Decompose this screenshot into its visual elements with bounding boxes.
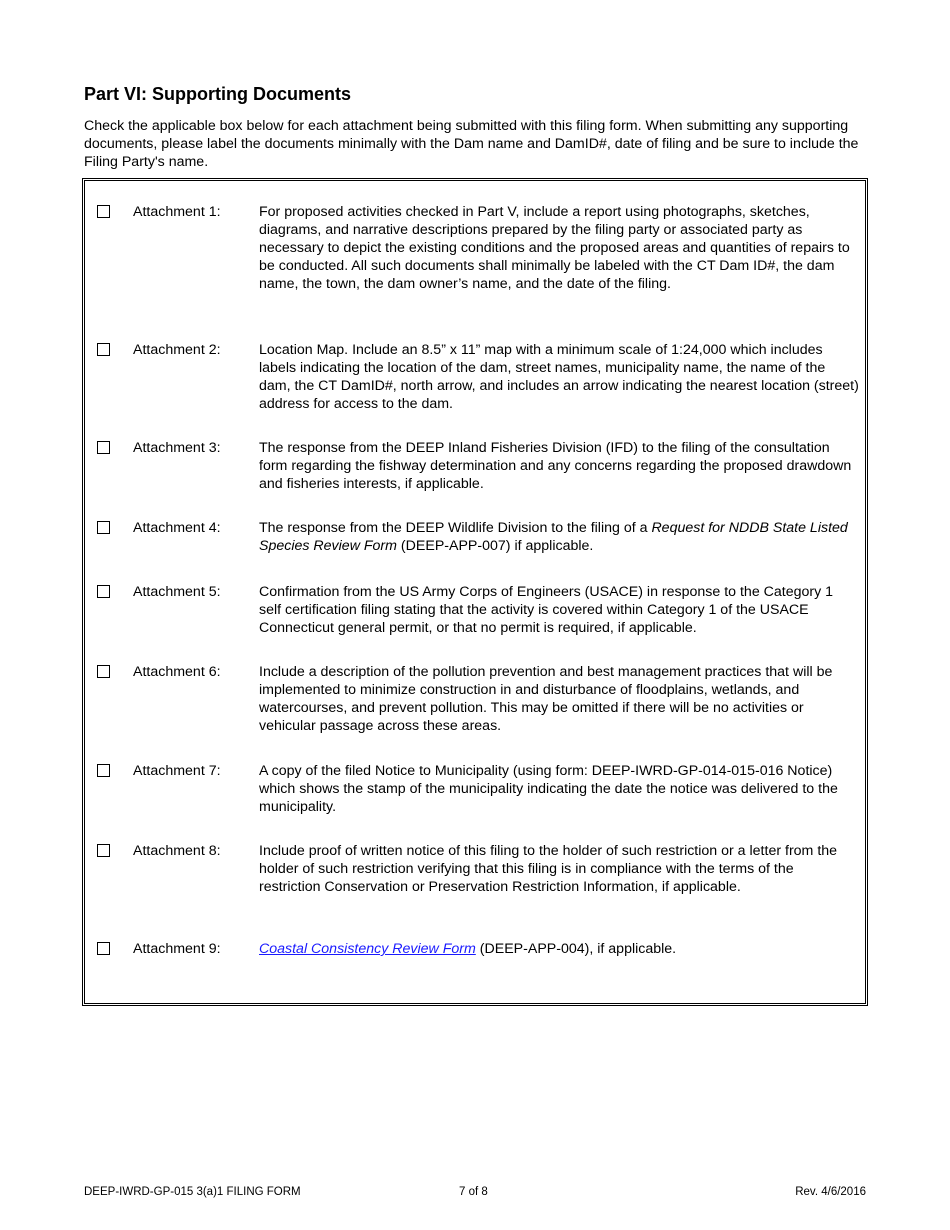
- attachment-8-label: Attachment 8:: [133, 843, 221, 859]
- page-title: Part VI: Supporting Documents: [84, 84, 352, 104]
- attachment-3-label: Attachment 3:: [133, 440, 221, 456]
- footer-form-id: DEEP-IWRD-GP-015 3(a)1 FILING FORM: [84, 1186, 301, 1198]
- attachment-4-checkbox[interactable]: [97, 521, 110, 534]
- attachment-9-label: Attachment 9:: [133, 941, 221, 957]
- attachment-1-description: For proposed activities checked in Part V, include a report using photographs, sketches, diagrams, and narrative descriptions prepared by the filing party or associated party as necessary to depict the existing conditions and the proposed areas and quantities of repairs to be conducted. All such documents shall minimally be labeled with the CT Dam ID#, the dam name, the town, the dam owner’s name, and the date of the filing.: [259, 204, 850, 292]
- attachment-9-description: [259, 940, 859, 958]
- attachment-1-label: Attachment 1:: [133, 204, 221, 220]
- attachment-7-label: Attachment 7:: [133, 763, 221, 779]
- attachments-box: [82, 178, 868, 1006]
- attachment-6-label: Attachment 6:: [133, 664, 221, 680]
- attachment-2-description: Location Map. Include an 8.5” x 11” map with a minimum scale of 1:24,000 which includes labels indicating the location of the dam, street names, municipality name, the name of the dam, the CT DamID#, north arrow, and includes an arrow indicating the nearest location (street) address for access to the dam.: [259, 342, 859, 412]
- attachment-6-checkbox[interactable]: [97, 665, 110, 678]
- attachment-7-checkbox[interactable]: [97, 764, 110, 777]
- attachment-2-label: Attachment 2:: [133, 342, 221, 358]
- attachment-9-checkbox[interactable]: [97, 942, 110, 955]
- attachment-5-description: Confirmation from the US Army Corps of Engineers (USACE) in response to the Category 1 self certification filing stating that the activity is covered within Category 1 of the USACE Connecticut general permit, or that no permit is required, if applicable.: [259, 584, 834, 636]
- attachment-5-label: Attachment 5:: [133, 584, 221, 600]
- attachment-1-checkbox[interactable]: [97, 205, 110, 218]
- attachment-4-text-end: (DEEP-APP-007) if applicable.: [396, 538, 594, 554]
- attachment-8-checkbox[interactable]: [97, 844, 110, 857]
- attachment-4-text-start: The response from the DEEP Wildlife Division to the filing of a: [259, 520, 652, 536]
- attachment-4-description: [259, 519, 859, 555]
- attachment-4-label: Attachment 4:: [133, 520, 221, 536]
- attachment-8-description: Include proof of written notice of this filing to the holder of such restriction or a letter from the holder of such restriction verifying that this filing is in compliance with the terms of the restriction Conservation or Preservation Restriction Information, if applicable.: [259, 843, 838, 895]
- footer-revision: Rev. 4/6/2016: [795, 1186, 866, 1198]
- attachment-6-description: Include a description of the pollution prevention and best management practices that will be implemented to minimize construction in and disturbance of floodplains, wetlands, and watercourses, and prevent pollution. This may be omitted if there will be no activities or vehicular passage across these areas.: [259, 664, 833, 734]
- nddb-form-title: Request for NDDB State Listed Species Review Form: [259, 520, 848, 554]
- attachment-3-description: The response from the DEEP Inland Fisheries Division (IFD) to the filing of the consultation form regarding the fishway determination and any concerns regarding the proposed drawdown and fisheries interests, if applicable.: [259, 440, 852, 492]
- attachment-7-description: A copy of the filed Notice to Municipality (using form: DEEP-IWRD-GP-014-015-016 Notice) which shows the stamp of the municipality indicating the date the notice was delivered to the municipality.: [259, 763, 838, 815]
- attachment-5-checkbox[interactable]: [97, 585, 110, 598]
- coastal-consistency-form-link[interactable]: Coastal Consistency Review Form: [259, 941, 476, 957]
- attachment-3-checkbox[interactable]: [97, 441, 110, 454]
- instructions-text: Check the applicable box below for each attachment being submitted with this filing form. When submitting any supporting documents, please label the documents minimally with the Dam name and DamID#, date of filing and be sure to include the Filing Party's name.: [84, 118, 859, 170]
- attachment-2-checkbox[interactable]: [97, 343, 110, 356]
- footer-page-number: 7 of 8: [459, 1186, 488, 1198]
- attachment-9-text-end: (DEEP-APP-004), if applicable.: [475, 941, 677, 957]
